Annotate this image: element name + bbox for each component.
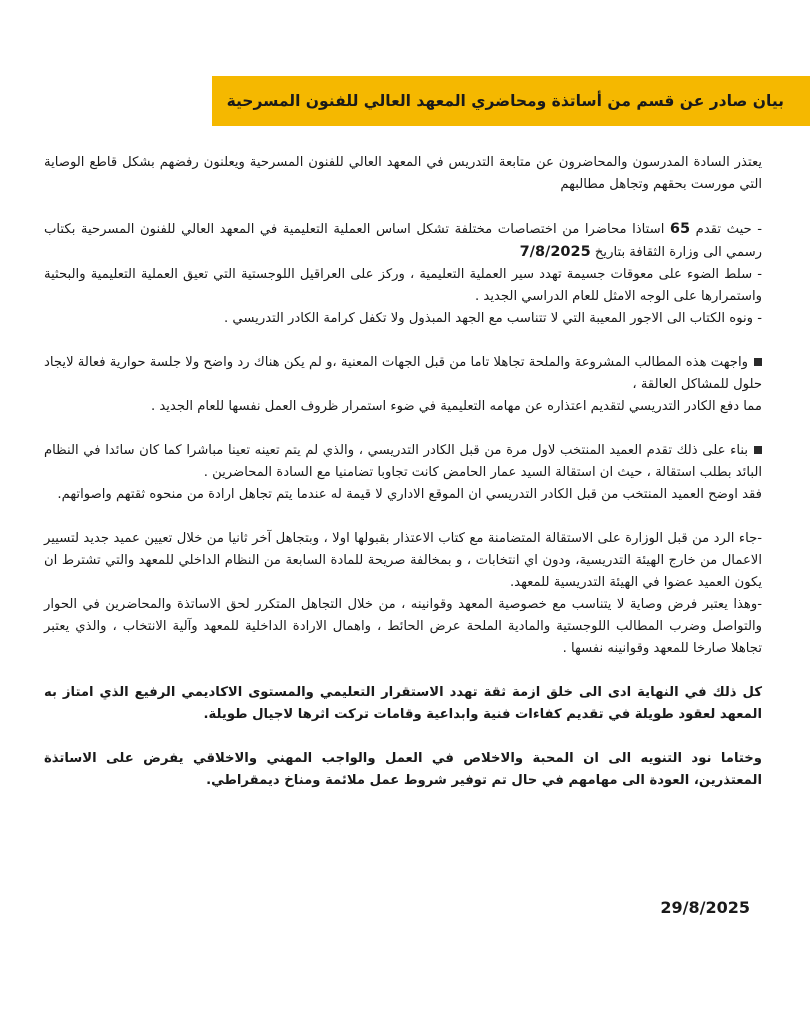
letter-date: 7/8/2025 (519, 244, 591, 260)
spacer (44, 660, 762, 682)
spacer (44, 506, 762, 528)
section-1-text-a: - حيث تقدم (690, 222, 763, 237)
statement-date: 29/8/2025 (660, 898, 750, 917)
section-3-line-2: فقد اوضح العميد المنتخب من قبل الكادر التدريسي ان الموقع الاداري لا قيمة له عندما يتم تجاهل ارادة من منحوه ثقتهم واصواتهم. (57, 487, 762, 502)
section-3-text: بناء على ذلك تقدم العميد المنتخب لاول مرة من قبل الكادر التدريسي ، والذي لم يتم تعينه تعينا مباشرا كما كان سائدا في النظام البائد بطلب استقالة ، حيث ان استقالة السيد عمار الحامض كانت تجاوبا تضامنيا مع السادة المحاضرين . (44, 443, 762, 480)
spacer (44, 726, 762, 748)
section-2-line-1 (44, 352, 762, 396)
title-banner (212, 76, 810, 126)
square-bullet-icon (754, 358, 762, 366)
closing-paragraph: وختاما نود التنويه الى ان المحبة والاخلاص في العمل والواجب المهني والاخلاقي يفرض على الاساتذة المعتذرين، العودة الى مهامهم في حال تم توفير شروط عمل ملائمة ومناخ ديمقراطي. (44, 751, 762, 788)
section-1-line-2: - سلط الضوء على معوقات جسيمة تهدد سير العملية التعليمية ، وركز على العراقيل اللوجستية التي تعيق العملية التعليمية والبحثية واستمرارها على الوجه الامثل للعام الدراسي الجديد . (44, 267, 762, 304)
spacer (44, 330, 762, 352)
document-title: بيان صادر عن قسم من أساتذة ومحاضري المعهد العالي للفنون المسرحية (226, 92, 784, 110)
section-4-line-1: -جاء الرد من قبل الوزارة على الاستقالة المتضامنة مع كتاب الاعتذار بقبولها اولا ، وبتجاهل آخر ثانيا من خلال تعيين عميد جديد لتسيير الاعمال من خارج الهيئة التدريسية، ودون اي انتخابات ، و بمخالفة صريحة للمادة السابعة من النظام الداخلي للمعهد والتي تشترط ان يكون العميد عضوا في الهيئة التدريسية للمعهد. (44, 531, 762, 590)
lecturer-count: 65 (669, 221, 691, 237)
section-1-line-1 (44, 218, 762, 264)
section-2-line-2: مما دفع الكادر التدريسي لتقديم اعتذاره عن مهامه التعليمية في ضوء استمرار ظروف العمل نفسها للعام الجديد . (150, 399, 762, 414)
intro-paragraph: يعتذر السادة المدرسون والمحاضرون عن متابعة التدريس في المعهد العالي للفنون المسرحية ويعلنون رفضهم بشكل قاطع الوصاية التي مورست بحقهم وتجاهل مطالبهم (44, 155, 762, 192)
section-4-line-2: -وهذا يعتبر فرض وصاية لا يتناسب مع خصوصية المعهد وقوانينه ، من خلال التجاهل المتكرر لحق الاساتذة والمحاضرين في الحوار والتواصل وضرب المطالب اللوجستية والمادية الملحة عرض الحائط ، واهمال الارادة الداخلية للمعهد وآلية الانتخاب ، والذي يعتبر تجاهلا صارخا للمعهد وقوانينه نفسها . (44, 597, 762, 656)
section-1-line-3: - ونوه الكتاب الى الاجور المعيبة التي لا تتناسب مع الجهد المبذول ولا تكفل كرامة الكادر التدريسي . (224, 311, 762, 326)
section-1-text-b: استاذا محاضرا من اختصاصات مختلفة تشكل اساس العملية التعليمية في المعهد العالي للفنون المسرحية بكتاب رسمي الى وزارة الثقافة بتاريخ (44, 222, 762, 260)
square-bullet-icon (754, 446, 762, 454)
spacer (44, 418, 762, 440)
statement-body (44, 152, 762, 792)
spacer (44, 196, 762, 218)
conclusion-paragraph: كل ذلك في النهاية ادى الى خلق ازمة ثقة تهدد الاستقرار التعليمي والمستوى الاكاديمي الرفيع الذي امتاز به المعهد لعقود طويلة في تقديم كفاءات فنية وابداعية وقامات تركت اثرها لاجيال طويلة. (44, 685, 762, 722)
section-2-text: واجهت هذه المطالب المشروعة والملحة تجاهلا تاما من قبل الجهات المعنية ،و لم يكن هناك رد واضح ولا جلسة حوارية فعالة لايجاد حلول للمشاكل العالقة ، (44, 355, 762, 392)
section-3-line-1 (44, 440, 762, 484)
